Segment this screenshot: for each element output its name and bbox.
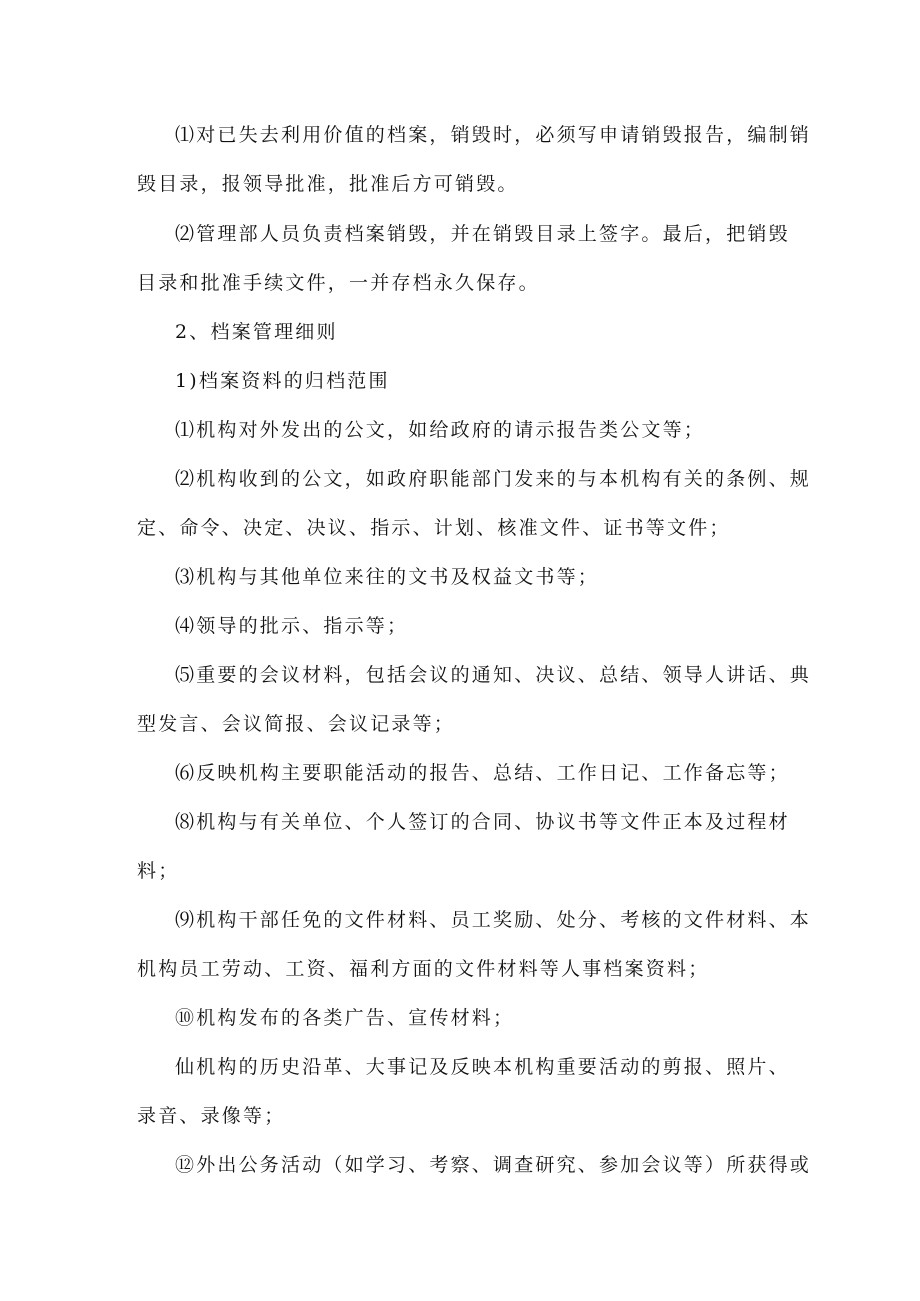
- list-item-line-10: 料；: [137, 860, 180, 882]
- paragraph-line-2: 毁目录，报领导批准，批准后方可销毁。: [137, 173, 519, 195]
- subsection-heading: 1)档案资料的归档范围: [175, 370, 390, 392]
- list-item-line-8: ⑹反映机构主要职能活动的报告、总结、工作日记、工作备忘等；: [175, 762, 790, 784]
- list-item-line-1: ⑴机构对外发出的公文，如给政府的请示报告类公文等；: [175, 419, 706, 441]
- list-item-line-3: 定、命令、决定、决议、指示、计划、核准文件、证书等文件；: [137, 517, 731, 539]
- list-item-line-2: ⑵机构收到的公文，如政府职能部门发来的与本机构有关的条例、规: [175, 468, 812, 490]
- list-item-line-13: ⑩机构发布的各类广告、宣传材料；: [175, 1007, 515, 1029]
- list-item-line-12: 机构员工劳动、工资、福利方面的文件材料等人事档案资料；: [137, 958, 710, 980]
- paragraph-line-3: ⑵管理部人员负责档案销毁，并在销毁目录上签字。最后，把销毁: [175, 223, 790, 245]
- list-item-line-6: ⑸重要的会议材料，包括会议的通知、决议、总结、领导人讲话、典: [175, 664, 812, 686]
- list-item-line-14: 仙机构的历史沿革、大事记及反映本机构重要活动的剪报、照片、: [175, 1056, 790, 1078]
- list-item-line-7: 型发言、会议简报、会议记录等；: [137, 713, 456, 735]
- list-item-line-15: 录音、录像等；: [137, 1105, 286, 1127]
- list-item-line-9: ⑻机构与有关单位、个人签订的合同、协议书等文件正本及过程材: [175, 811, 790, 833]
- list-item-line-4: ⑶机构与其他单位来往的文书及权益文书等；: [175, 566, 600, 588]
- list-item-line-16: ⑫外出公务活动（如学习、考察、调查研究、参加会议等）所获得或: [175, 1154, 812, 1176]
- paragraph-line-1: ⑴对已失去利用价值的档案，销毁时，必须写申请销毁报告，编制销: [175, 124, 812, 146]
- list-item-line-11: ⑼机构干部任免的文件材料、员工奖励、处分、考核的文件材料、本: [175, 909, 812, 931]
- list-item-line-5: ⑷领导的批示、指示等；: [175, 615, 409, 637]
- paragraph-line-4: 目录和批准手续文件，一并存档永久保存。: [137, 272, 540, 294]
- section-heading: 2、档案管理细则: [175, 321, 338, 343]
